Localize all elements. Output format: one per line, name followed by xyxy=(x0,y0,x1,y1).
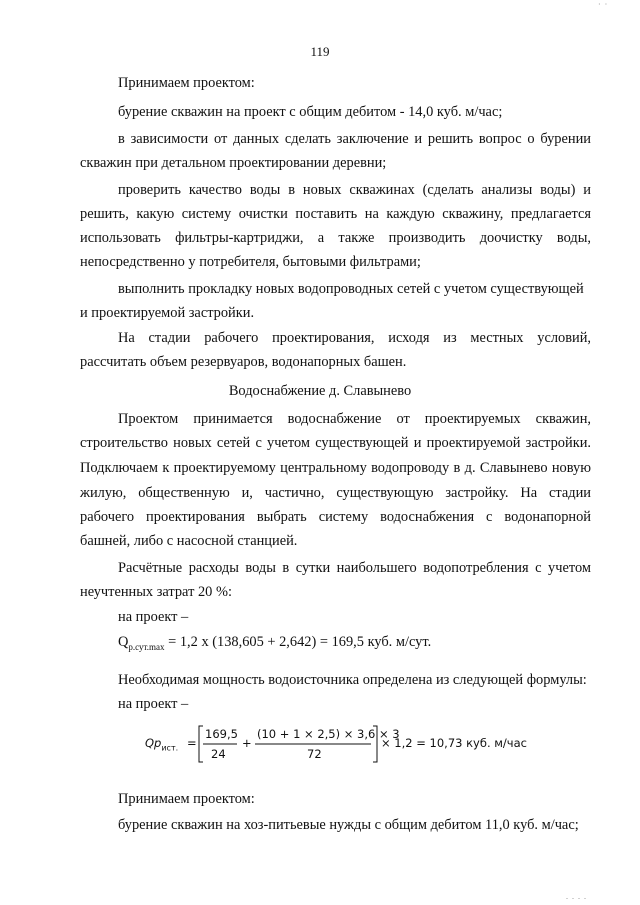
paragraph-text: Принимаем проектом: xyxy=(118,791,255,807)
paragraph-text: в зависимости от данных сделать заключение и решить вопрос о бурении xyxy=(118,131,591,147)
paragraph-text: Необходимая мощность водоисточника определена из следующей формулы: xyxy=(118,672,587,688)
formula-q-subscript: р.сут.max xyxy=(128,641,165,652)
scan-corner-mark-top: · · xyxy=(598,0,609,9)
paragraph-text: Принимаем проектом: xyxy=(118,75,255,91)
paragraph-text: бурение скважин на хоз-питьевые нужды с общим дебитом 11,0 куб. м/час; xyxy=(118,817,579,833)
formula-numerator-1: 169,5 xyxy=(205,727,238,741)
paragraph-text: Проектом принимается водоснабжение от проектируемых скважин, xyxy=(118,411,591,427)
page-number: 119 xyxy=(310,44,330,59)
formula-q: Q xyxy=(118,634,129,650)
paragraph-text: жилую, общественную и, частично, существующую застройку. На стадии xyxy=(80,485,591,501)
paragraph-text: решить, какую систему очистки поставить на каждую скважину, предлагается xyxy=(80,206,591,222)
paragraph-text: на проект – xyxy=(118,696,189,712)
paragraph-text: бурение скважин на проект с общим дебитом - 14,0 куб. м/час; xyxy=(118,104,503,120)
paragraph-text: неучтенных затрат 20 %: xyxy=(80,584,232,600)
formula-rest: = 1,2 х (138,605 + 2,642) = 169,5 куб. м/сут. xyxy=(164,634,432,650)
formula-plus: + xyxy=(242,736,252,750)
capacity-formula xyxy=(145,722,545,766)
formula-lhs: $Qр_{ист.}$ xyxy=(145,736,179,753)
paragraph-text: непосредственно у потребителя, бытовыми фильтрами; xyxy=(80,254,421,270)
paragraph-text: использовать фильтры-картриджи, а также производить доочистку воды, xyxy=(80,230,591,246)
formula-denominator-1: 24 xyxy=(211,747,226,761)
formula-result: × 1,2 = 10,73 куб. м/час xyxy=(381,736,527,750)
formula-denominator-2: 72 xyxy=(307,747,322,761)
paragraph-text: и проектируемой застройки. xyxy=(80,305,255,321)
paragraph-text: строительство новых сетей с учетом существующей и проектируемой застройки. xyxy=(80,435,591,451)
paragraph-text: рассчитать объем резервуаров, водонапорных башен. xyxy=(80,354,407,370)
paragraph-text: рабочего проектирования выбрать систему водоснабжения с водонапорной xyxy=(80,509,591,525)
scan-corner-mark-bottom: . . . . xyxy=(566,892,587,901)
flow-formula xyxy=(118,634,431,655)
paragraph-text: Подключаем к проектируемому центральному водопроводу в д. Славынево новую xyxy=(80,460,591,476)
paragraph-text: проверить качество воды в новых скважинах (сделать анализы воды) и xyxy=(118,182,591,198)
paragraph-text: На стадии рабочего проектирования, исходя из местных условий, xyxy=(118,330,591,346)
paragraph-text: Расчётные расходы воды в сутки наибольшего водопотребления с учетом xyxy=(118,560,591,576)
paragraph-text: скважин при детальном проектировании деревни; xyxy=(80,155,387,171)
paragraph-text: на проект – xyxy=(118,609,189,625)
section-heading: Водоснабжение д. Славынево xyxy=(228,383,412,399)
formula-numerator-2: (10 + 1 × 2,5) × 3,6 × 3 xyxy=(257,727,400,741)
formula-equals: = xyxy=(187,736,197,750)
paragraph-text: выполнить прокладку новых водопроводных сетей с учетом существующей xyxy=(118,281,584,297)
paragraph-text: башней, либо с насосной станцией. xyxy=(80,533,298,549)
